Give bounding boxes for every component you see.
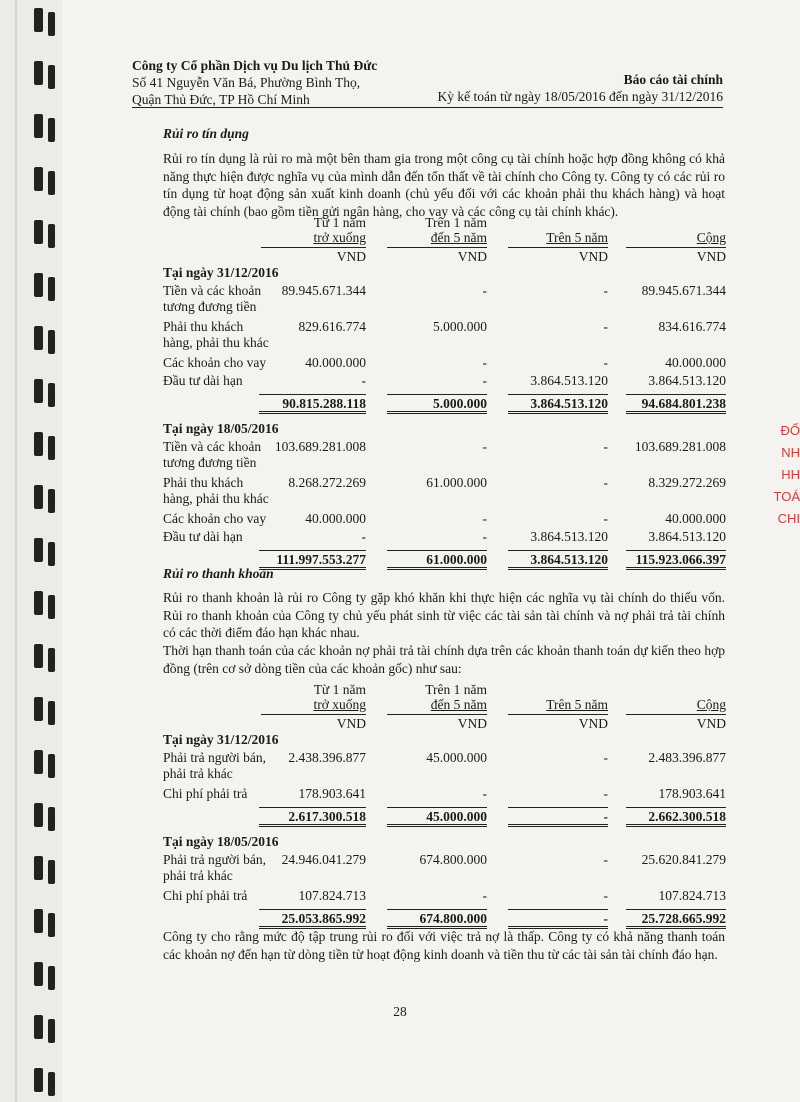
row-value: 3.864.513.120 — [648, 373, 726, 388]
address-line-2: Quận Thủ Đức, TP Hồ Chí Minh — [132, 92, 310, 107]
stamp-text-5: CHI — [777, 511, 800, 526]
row-value: 40.000.000 — [305, 511, 366, 526]
total-value: 90.815.288.118 — [259, 394, 366, 414]
stamp-text-3: HH — [781, 467, 800, 482]
row-label-cont: hàng, phải thu khác — [163, 335, 269, 350]
row-value: 178.903.641 — [298, 786, 366, 801]
total-value: 3.864.513.120 — [508, 550, 608, 570]
row-label: Tiền và các khoản — [163, 283, 262, 298]
stamp-text-4: TOÁ — [773, 489, 800, 504]
row-value: 178.903.641 — [658, 786, 726, 801]
row-value: 40.000.000 — [305, 355, 366, 370]
row-label-cont: phải trả khác — [163, 868, 233, 883]
row-value: - — [482, 511, 487, 526]
row-value: 107.824.713 — [298, 888, 366, 903]
row-value: 8.268.272.269 — [288, 475, 366, 490]
column-unit: VND — [508, 714, 608, 732]
row-value: 2.483.396.877 — [648, 750, 726, 765]
stamp-text-1: ĐỐ — [780, 423, 800, 438]
column-header-line2: Trên 5 năm — [546, 697, 608, 712]
column-header-line1: Từ 1 năm — [313, 682, 366, 697]
column-header-line2: đến 5 năm — [430, 230, 487, 245]
group-date-label: Tại ngày 31/12/2016 — [163, 732, 279, 747]
total-value: 674.800.000 — [387, 909, 487, 929]
column-unit: VND — [626, 714, 726, 732]
column-header-line2: trở xuống — [313, 230, 366, 245]
row-value: 40.000.000 — [665, 511, 726, 526]
row-label: Các khoản cho vay — [163, 511, 267, 526]
row-value: 2.438.396.877 — [288, 750, 366, 765]
row-value: 61.000.000 — [426, 475, 487, 490]
total-value: 2.617.300.518 — [259, 807, 366, 827]
row-value: 89.945.671.344 — [641, 283, 726, 298]
row-value: 107.824.713 — [658, 888, 726, 903]
page-number: 28 — [393, 1004, 407, 1019]
row-value: 8.329.272.269 — [648, 475, 726, 490]
column-unit: VND — [387, 247, 487, 265]
row-value: - — [482, 355, 487, 370]
row-value: - — [603, 319, 608, 334]
row-value: - — [603, 439, 608, 454]
total-value: 115.923.066.397 — [626, 550, 726, 570]
company-name: Công ty Cổ phần Dịch vụ Du lịch Thủ Đức — [132, 58, 378, 73]
address-line-1: Số 41 Nguyễn Văn Bá, Phường Bình Thọ, — [132, 75, 361, 90]
liquidity-conclusion: Công ty cho rằng mức độ tập trung rủi ro đối với việc trả nợ là thấp. Công ty có khả năng thanh toán các khoản nợ đến hạn từ dòng tiền từ hoạt động kinh doanh và tiền thu từ các tài sản tài chính đáo hạn. — [163, 929, 725, 962]
column-header-line1: Trên 1 năm — [425, 682, 487, 697]
row-value: - — [482, 786, 487, 801]
row-value: 25.620.841.279 — [641, 852, 726, 867]
report-period: Kỳ kế toán từ ngày 18/05/2016 đến ngày 31/12/2016 — [437, 89, 723, 104]
column-unit: VND — [261, 714, 366, 732]
total-value: 45.000.000 — [387, 807, 487, 827]
row-value: - — [361, 529, 366, 544]
row-label-cont: hàng, phải thu khác — [163, 491, 269, 506]
total-value: 3.864.513.120 — [508, 394, 608, 414]
column-unit: VND — [508, 247, 608, 265]
header-rule — [132, 107, 723, 108]
row-value: 674.800.000 — [419, 852, 487, 867]
row-value: 40.000.000 — [665, 355, 726, 370]
liquidity-risk-paragraph-1: Rủi ro thanh khoản là rủi ro Công ty gặp khó khăn khi thực hiện các nghĩa vụ tài chính do thiếu vốn. Rủi ro thanh khoản của Công ty chủ yếu phát sinh từ việc các tài sản tài chính và nợ phải trả tài chính có các thời điểm đáo hạn khác nhau. — [163, 590, 725, 640]
row-value: - — [482, 529, 487, 544]
row-value: - — [482, 373, 487, 388]
row-value: - — [603, 475, 608, 490]
row-value: 3.864.513.120 — [530, 373, 608, 388]
row-label-cont: tương đương tiền — [163, 455, 257, 470]
stamp-text-2: NH — [781, 445, 800, 460]
row-label: Đầu tư dài hạn — [163, 373, 243, 388]
row-label-cont: phải trả khác — [163, 766, 233, 781]
row-label: Chi phí phải trả — [163, 786, 248, 801]
row-value: 3.864.513.120 — [530, 529, 608, 544]
row-value: - — [603, 750, 608, 765]
row-value: 24.946.041.279 — [281, 852, 366, 867]
row-value: - — [603, 786, 608, 801]
row-label: Phải thu khách — [163, 475, 244, 490]
column-header-line2: Trên 5 năm — [546, 230, 608, 245]
liquidity-risk-title: Rủi ro thanh khoản — [163, 566, 274, 581]
header-left — [132, 57, 377, 108]
row-value: - — [482, 439, 487, 454]
row-value: 89.945.671.344 — [281, 283, 366, 298]
report-title: Báo cáo tài chính — [623, 72, 723, 87]
row-value: 5.000.000 — [433, 319, 487, 334]
row-value: 103.689.281.008 — [274, 439, 366, 454]
row-value: 829.616.774 — [298, 319, 366, 334]
row-value: - — [603, 511, 608, 526]
total-value: 111.997.553.277 — [259, 550, 366, 570]
row-label: Chi phí phải trả — [163, 888, 248, 903]
row-value: 834.616.774 — [658, 319, 726, 334]
row-value: - — [482, 283, 487, 298]
row-value: 45.000.000 — [426, 750, 487, 765]
row-label: Đầu tư dài hạn — [163, 529, 243, 544]
row-value: 103.689.281.008 — [634, 439, 726, 454]
row-value: - — [603, 888, 608, 903]
row-value: - — [361, 373, 366, 388]
column-header-line2: Cộng — [696, 230, 726, 245]
row-value: - — [603, 283, 608, 298]
row-value: - — [482, 888, 487, 903]
row-label: Phải trả người bán, — [163, 750, 266, 765]
group-date-label: Tại ngày 18/05/2016 — [163, 421, 279, 436]
column-header-line1: Trên 1 năm — [425, 215, 487, 230]
column-header-line2: trở xuống — [313, 697, 366, 712]
total-value: 94.684.801.238 — [626, 394, 726, 414]
row-value: 3.864.513.120 — [648, 529, 726, 544]
group-date-label: Tại ngày 31/12/2016 — [163, 265, 279, 280]
row-value: - — [603, 852, 608, 867]
total-value: - — [508, 807, 608, 827]
row-label: Các khoản cho vay — [163, 355, 267, 370]
column-header-line2: Cộng — [696, 697, 726, 712]
liquidity-risk-paragraph-2: Thời hạn thanh toán của các khoản nợ phải trả tài chính dựa trên các khoản thanh toán dự kiến theo hợp đồng (trên cơ sở dòng tiền của các khoản gốc) như sau: — [163, 643, 725, 676]
total-value: 61.000.000 — [387, 550, 487, 570]
row-value: - — [603, 355, 608, 370]
column-header-line2: đến 5 năm — [430, 697, 487, 712]
total-value: 2.662.300.518 — [626, 807, 726, 827]
row-label: Tiền và các khoản — [163, 439, 262, 454]
header-right — [437, 71, 723, 105]
credit-risk-title: Rủi ro tín dụng — [163, 126, 249, 141]
row-label: Phải trả người bán, — [163, 852, 266, 867]
row-label: Phải thu khách — [163, 319, 244, 334]
total-value: 25.728.665.992 — [626, 909, 726, 929]
group-date-label: Tại ngày 18/05/2016 — [163, 834, 279, 849]
row-label-cont: tương đương tiền — [163, 299, 257, 314]
total-value: - — [508, 909, 608, 929]
column-unit: VND — [626, 247, 726, 265]
credit-risk-paragraph: Rủi ro tín dụng là rủi ro mà một bên tham gia trong một công cụ tài chính hoặc hợp đồng không có khả năng thực hiện được nghĩa vụ của mình dẫn đến tổn thất về tài chính cho Công ty. Công ty có các rủi ro tín dụng từ hoạt động sản xuất kinh doanh (chủ yếu đối với các khoản phải thu khách hàng) và hoạt động tài chính (bao gồm tiền gửi ngân hàng, cho vay và các công cụ tài chính khác). — [163, 151, 725, 219]
total-value: 25.053.865.992 — [259, 909, 366, 929]
total-value: 5.000.000 — [387, 394, 487, 414]
column-unit: VND — [261, 247, 366, 265]
column-unit: VND — [387, 714, 487, 732]
column-header-line1: Từ 1 năm — [313, 215, 366, 230]
